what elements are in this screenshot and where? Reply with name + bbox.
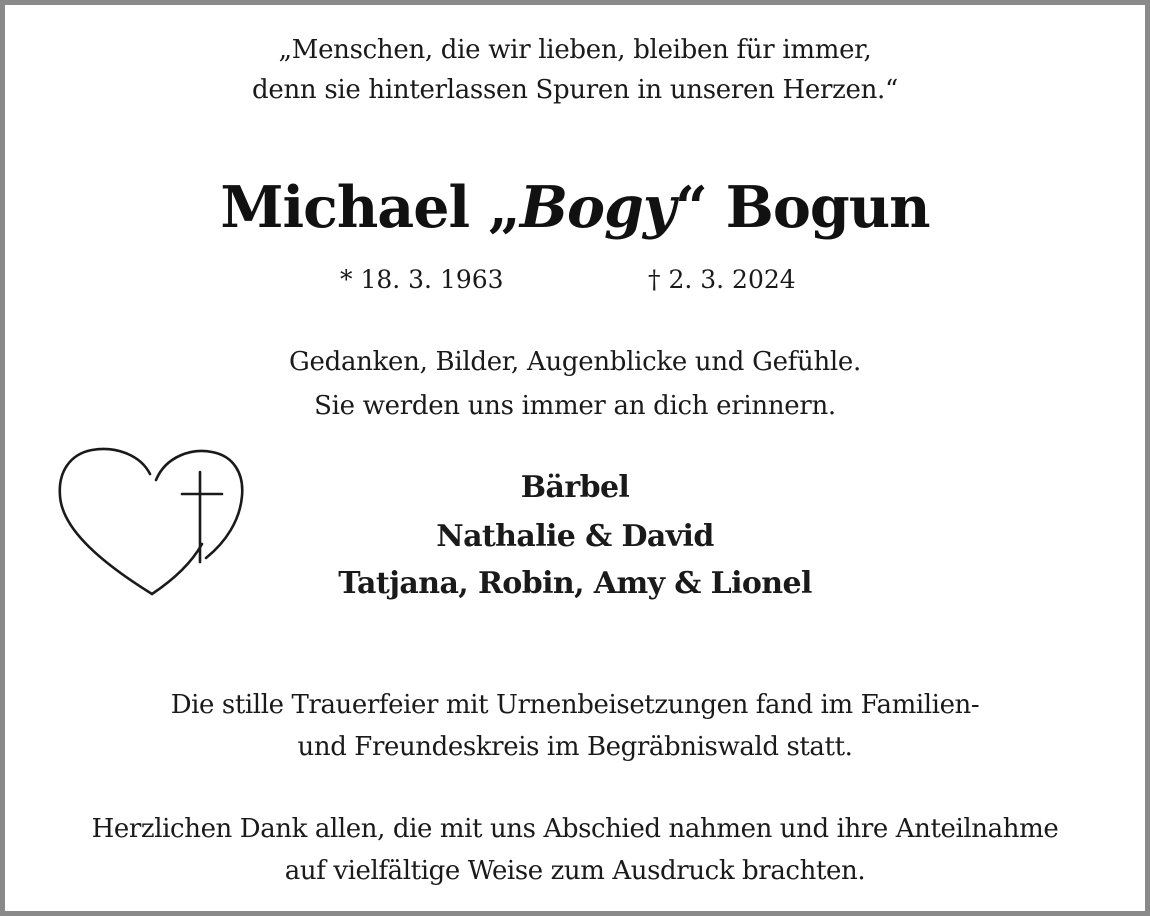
last-name: Bogun: [725, 174, 930, 241]
thanks-line-2: auf vielfältige Weise zum Ausdruck brachten.: [284, 856, 866, 886]
deceased-name: [0, 166, 1150, 250]
death-date: † 2. 3. 2024: [648, 265, 796, 294]
ceremony-line-2: und Freundeskreis im Begräbniswald statt.: [297, 732, 853, 762]
nickname: Bogy: [519, 174, 675, 241]
first-name: Michael: [220, 174, 470, 241]
thoughts-line-2: Sie werden uns immer an dich erinnern.: [314, 391, 836, 421]
quote-line-2: denn sie hinterlassen Spuren in unseren Herzen.“: [252, 75, 898, 105]
family-member-1: Bärbel: [520, 470, 630, 505]
quote-line-1: „Menschen, die wir lieben, bleiben für immer,: [278, 35, 872, 65]
family-member-3: Tatjana, Robin, Amy & Lionel: [338, 566, 812, 601]
birth-date: * 18. 3. 1963: [340, 265, 504, 294]
nickname-open-quote: „: [488, 174, 520, 241]
thanks-line-1: Herzlichen Dank allen, die mit uns Abschied nahmen und ihre Anteilnahme: [91, 814, 1059, 844]
family-member-2: Nathalie & David: [436, 519, 714, 554]
ceremony-line-1: Die stille Trauerfeier mit Urnenbeisetzungen fand im Familien-: [170, 690, 980, 720]
nickname-close-quote: “: [674, 174, 707, 241]
thoughts-line-1: Gedanken, Bilder, Augenblicke und Gefühle.: [289, 347, 861, 377]
